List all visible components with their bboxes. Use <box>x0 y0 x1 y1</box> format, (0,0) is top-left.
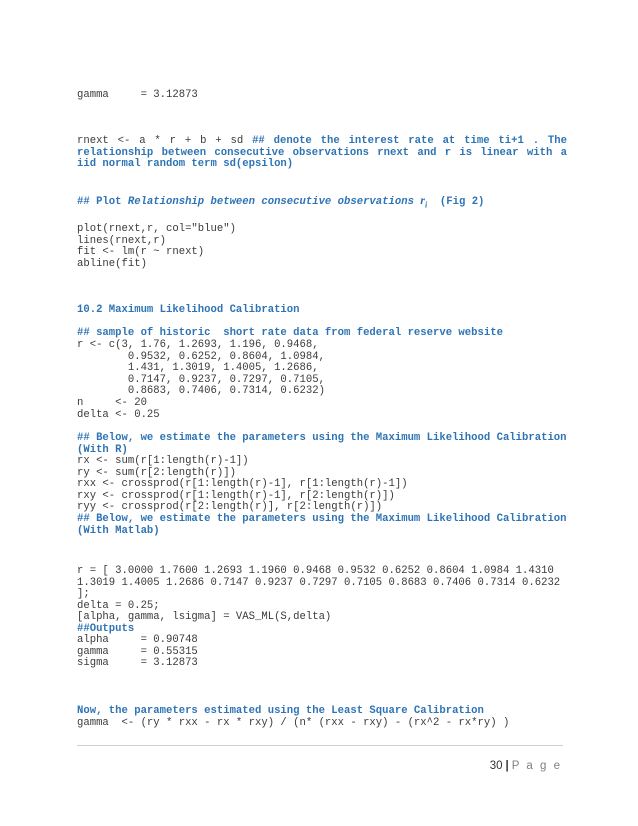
mle-matlab-comment: ## Below, we estimate the parameters using the Maximum Likelihood Calibration (With Matlab) <box>77 513 567 537</box>
footer-divider <box>77 745 563 746</box>
page-footer <box>490 760 562 772</box>
rnext-comment-2: relationship between consecutive observations rnext and r is linear with a <box>77 146 567 159</box>
lsq-comment: Now, the parameters estimated using the Least Square Calibration <box>77 705 484 717</box>
plot-heading-italic: Relationship between consecutive observations <box>127 196 414 208</box>
page-number: 30 <box>489 760 503 772</box>
sample-code-block: r <- c(3, 1.76, 1.2693, 1.196, 0.9468, 0.9532, 0.6252, 0.8604, 1.0984, 1.431, 1.3019, 1.4005, 1.2686, 0.7147, 0.9237, 0.7297, 0.7105, 0.8683, 0.7406, 0.7314, 0.6232) n <- 20 delta <- 0.25 <box>77 339 325 421</box>
gamma-value-line: gamma = 3.12873 <box>77 89 198 101</box>
section-title: 10.2 Maximum Likelihood Calibration <box>77 304 300 316</box>
rnext-paragraph <box>77 136 567 171</box>
plot-heading-var: $r_i$ <box>420 193 428 210</box>
lsq-code-line: gamma <- (ry * rxx - rx * rxy) / (n* (rxx - rxy) - (rx^2 - rx*ry) ) <box>77 717 510 729</box>
rnext-code: rnext <- a * r + b + sd <box>77 135 253 147</box>
rnext-comment-3: iid normal random term sd(epsilon) <box>77 158 294 171</box>
plot-heading <box>77 195 567 211</box>
r-code-block: rx <- sum(r[1:length(r)-1]) ry <- sum(r[2:length(r)]) rxx <- crossprod(r[1:length(r)-1], r[1:length(r)-1]) rxy <- crossprod(r[1:length(r)-1], r[2:length(r)]) ryy <- crossprod(r[2:length(r)], r[2:length(r)]) <box>77 455 408 514</box>
plot-heading-prefix: ## Plot <box>77 196 128 208</box>
footer-separator: | <box>505 760 509 772</box>
plot-heading-suffix: (Fig 2) <box>427 196 485 208</box>
plot-code-block: plot(rnext,r, col="blue") lines(rnext,r) fit <- lm(r ~ rnext) abline(fit) <box>77 223 236 270</box>
outputs-label: ##Outputs <box>77 623 135 635</box>
matlab-r-vector: r = [ 3.0000 1.7600 1.2693 1.1960 0.9468 0.9532 0.6252 0.8604 1.0984 1.4310 1.3019 1.4005 1.2686 0.7147 0.9237 0.7297 0.7105 0.8683 0.7406 0.7314 0.6232 <box>77 565 561 589</box>
matlab-code-block: ]; delta = 0.25; [alpha, gamma, lsigma] = VAS_ML(S,delta) <box>77 588 332 624</box>
outputs-block: alpha = 0.90748 gamma = 0.55315 sigma = 3.12873 <box>77 634 198 670</box>
page-label: P a g e <box>511 760 562 772</box>
rnext-comment-1: ## denote the interest rate at time ti+1 . The <box>252 135 568 147</box>
mle-r-comment: ## Below, we estimate the parameters using the Maximum Likelihood Calibration (With R) <box>77 432 567 456</box>
sample-comment: ## sample of historic short rate data from federal reserve website <box>77 327 503 339</box>
